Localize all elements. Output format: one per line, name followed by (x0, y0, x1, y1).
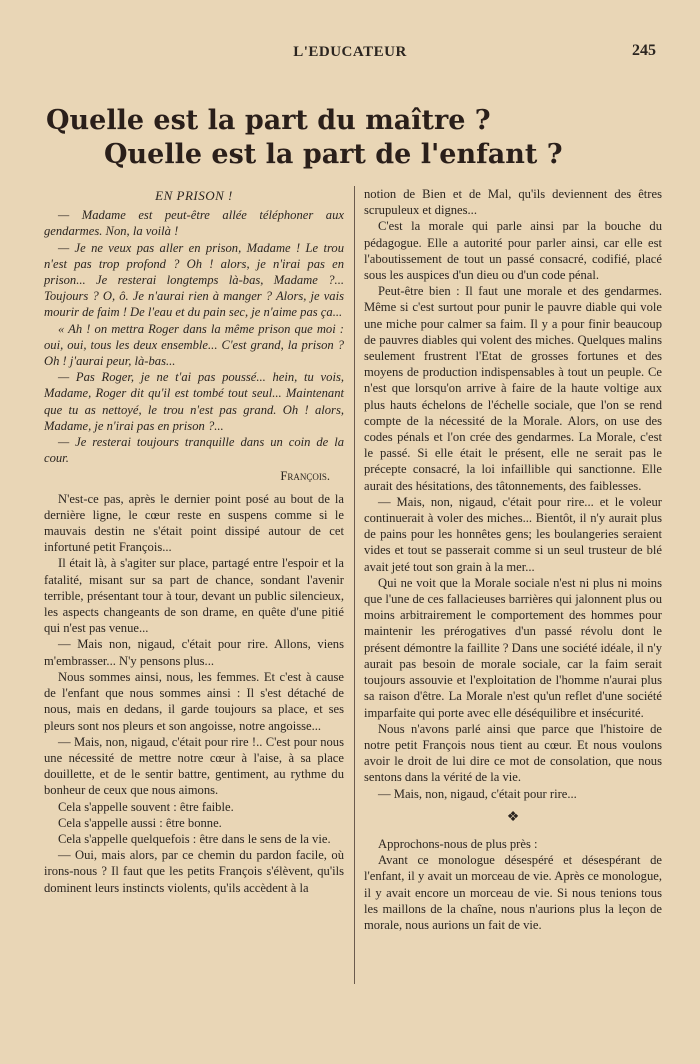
body-paragraph: N'est-ce pas, après le dernier point posé au bout de la dernière ligne, le cœur reste en suspens comme si le mauvais destin ne s'était point dissipé autour de cet infortuné petit François... (44, 491, 344, 555)
body-paragraph: notion de Bien et de Mal, qu'ils deviennent des êtres scrupuleux et dignes... (364, 187, 662, 218)
article-title (46, 104, 666, 172)
body-paragraph: Avant ce monologue désespéré et désespérant de l'enfant, il y avait un morceau de vie. Après ce monologue, il y avait encore un morceau de vie. Si nous tenions tous les maillons de la chaîne, nous n'aurions plus la leçon de morale, nous aurions un fait de vie. (364, 853, 662, 932)
body-paragraph: Il était là, à s'agiter sur place, partagé entre l'espoir et la fatalité, misant sur sa part de chance, sondant l'avenir terrible, présentant tour à tour, devant un public silencieux, les aspects changeants de son drame, en quête d'une pitié qui n'est pas venue... (44, 556, 344, 636)
quote-paragraph: — Je ne veux pas aller en prison, Madame ! Le trou n'est pas trop profond ? Oh ! alors, je n'irai pas en prison... Je resterai longtemps là-bas, Madame ?... Toujours ? O, ô. Je n'aurai rien à manger ? Alors, je vais mourir de faim ! De l'eau et du pain sec, je n'aime pas ça... (44, 240, 344, 320)
section-subhead: EN PRISON ! (155, 188, 233, 203)
body-paragraph: — Oui, mais alors, par ce chemin du pardon facile, où irons-nous ? Il faut que les petits François s'élèvent, qu'ils dominent leurs instincts violents, qu'ils accèdent à la (44, 848, 344, 895)
body-paragraph: Approchons-nous de plus près : (378, 836, 538, 851)
quote-paragraph: — Je resterai toujours tranquille dans un coin de la cour. (44, 435, 344, 466)
column-divider (354, 186, 355, 984)
body-paragraph: Nous sommes ainsi, nous, les femmes. Et c'est à cause de l'enfant que nous sommes ainsi : Il s'est détaché de nous, mais en dedans, il garde toujours sa place, et ses pleurs sont nos pleurs et son angoisse, notre angoisse... (44, 669, 344, 733)
body-paragraph: Cela s'appelle souvent : être faible. (58, 799, 234, 814)
body-paragraph: — Mais non, nigaud, c'était pour rire. Allons, viens m'embrasser... N'y pensons plus... (44, 637, 344, 668)
body-paragraph: Qui ne voit que la Morale sociale n'est ni plus ni moins que l'une de ces fallacieuses barrières qui jalonnent plus ou moins arbitrairement le comportement des hommes pour maintenir les prérogatives d'un passé révolu dont le présent démontre la faillite ? Dans une société idéale, il n'y aurait pas besoin de morale sociale, car la faim serait toujours assouvie et l'exploitation de l'homme n'aurai plus sa raison d'être. La Morale n'est qu'un reflet d'une société imparfaite qui porte avec elle déséquilibre et insécurité. (364, 575, 662, 720)
body-paragraph: Peut-être bien : Il faut une morale et des gendarmes. Même si c'est surtout pour punir le pauvre diable qui vole une miche pour calmer sa faim. Il y a pour finir beaucoup de pauvres diables qui volent des miches. Quelques malins seulement frustrent l'Etat de grosses fortunes et des moyens de production indispensables à tout un peuple. Ce n'est que lorsqu'on arrive à faire de la haute voltige aux plus hauts échelons de l'échelle sociale, que l'on se rend compte de la nécessité de la Morale. Alors, on use des codes pénals et l'on crée des gendarmes. La Morale, c'est le passé. Si elle était le présent, elle ne serait pas le précepte consacré, la loi infaillible qui sanctionne. Elle aurait des hésitations, des tâtonnements, des faiblesses. (364, 284, 662, 493)
body-paragraph: Cela s'appelle quelquefois : être dans le sens de la vie. (58, 831, 331, 846)
left-column (44, 188, 344, 896)
right-column (364, 186, 662, 933)
ornament-divider: ❖ (506, 809, 520, 825)
body-paragraph: Cela s'appelle aussi : être bonne. (58, 815, 222, 830)
body-paragraph: Nous n'avons parlé ainsi que parce que l'histoire de notre petit François nous tient au cœur. Et nous voulons avoir le droit de lui dire ce mot de consolation, que nous sentons dans la vérité de la vie. (364, 721, 662, 785)
title-line-1: Quelle est la part du maître ? (46, 105, 491, 136)
page-number: 245 (632, 42, 656, 59)
quote-paragraph: — Madame est peut-être allée téléphoner aux gendarmes. Non, la voilà ! (44, 208, 344, 239)
signature: François. (280, 469, 330, 484)
body-paragraph: C'est la morale qui parle ainsi par la bouche du pédagogue. Elle a autorité pour parler ainsi, car elle est l'aboutissement de tout un passé consacré, codifié, placé sous les auspices d'un dieu ou d'un code pénal. (364, 219, 662, 283)
body-paragraph: — Mais, non, nigaud, c'était pour rire... et le voleur continuerait à voler des miches... Bientôt, il n'y aurait plus de pains pour les honnêtes gens; les boulangeries seraient vides et tout se passerait comme si un seul trusteur de blé avait jeté tout son grain à la mer... (364, 494, 662, 574)
running-title: L'EDUCATEUR (293, 44, 407, 60)
title-line-2: Quelle est la part de l'enfant ? (104, 139, 563, 170)
body-paragraph: — Mais, non, nigaud, c'était pour rire... (378, 786, 577, 801)
body-paragraph: — Mais, non, nigaud, c'était pour rire !.. C'est pour nous une nécessité de mettre notre cœur à l'aise, à sa place douillette, et de le sentir battre, gentiment, au rythme du bonheur de ceux que nous aimons. (44, 734, 344, 798)
quote-paragraph: « Ah ! on mettra Roger dans la même prison que moi : oui, oui, tous les deux ensemble... C'est grand, la prison ? Oh ! j'aurai peur, là-bas... (44, 321, 344, 369)
quote-paragraph: — Pas Roger, je ne t'ai pas poussé... hein, tu vois, Madame, Roger dit qu'il est tombé tout seul... Maintenant que tu as nettoyé, le trou n'est pas grand. Oh ! alors, Madame, je n'irai pas en prison ?... (44, 370, 344, 433)
